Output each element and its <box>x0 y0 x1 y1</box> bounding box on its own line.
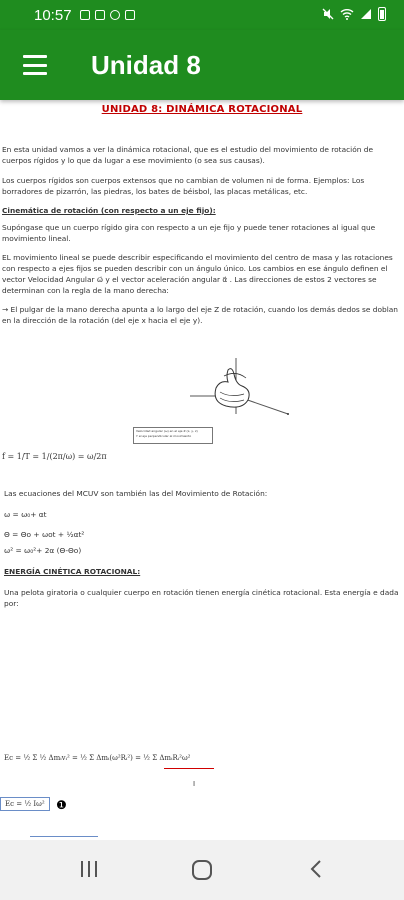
menu-icon[interactable] <box>23 55 47 75</box>
equation-2: Θ = Θo + ωot + ½αt² <box>4 530 85 539</box>
figure-edge <box>30 836 98 837</box>
app-title: Unidad 8 <box>91 49 201 80</box>
energy-heading: ENERGÍA CINÉTICA ROTACIONAL: <box>4 567 141 576</box>
signal-icon <box>360 8 372 20</box>
frequency-formula: f = 1/T = 1/(2π/ω) = ω/2π <box>2 452 107 461</box>
circle-number: ❶ <box>56 798 67 812</box>
wifi-icon <box>340 8 354 20</box>
energy-formula: Ec = ½ Σ ½ Δmᵢvᵢ² = ½ Σ Δmᵢ(ω²Rᵢ²) = ½ Σ ΔmᵢRᵢ²ω² <box>4 754 191 762</box>
status-notification-icons <box>80 10 135 20</box>
status-time: 10:57 <box>34 6 72 24</box>
home-button[interactable] <box>190 858 214 882</box>
mail-icon <box>95 10 105 20</box>
energy-final-formula: Ec = ½ Iω² <box>0 797 50 811</box>
mcuv-intro: Las ecuaciones del MCUV son también las del Movimiento de Rotación: <box>4 489 268 498</box>
energy-underline <box>164 768 214 769</box>
right-hand-rule-paragraph: → El pulgar de la mano derecha apunta a lo largo del eje Z de rotación, cuando los demás dedos se doblan en la dirección de la rotación (del eje x hacia el eje y). <box>2 305 398 325</box>
navigation-bar <box>0 840 404 900</box>
whatsapp-icon <box>110 10 120 20</box>
linear-motion-paragraph: EL movimiento lineal se puede describir especificando el movimiento del centro de masa y las rotaciones con respecto a ejes fijos se pueden describir con un ángulo único. Los cambios en ese ángulo definen el vector Velocidad Angular ω⃗ y el vector aceleración angular α⃗ . Las direcciones de estos 2 vectores se determinan con la regla de la mano derecha: <box>2 253 393 295</box>
intro-paragraph: En esta unidad vamos a ver la dinámica rotacional, que es el estudio del movimiento de rotación de cuerpos rígidos y lo que da lugar a ese movimiento (o sea sus causas). <box>2 145 374 165</box>
mute-icon <box>322 8 334 20</box>
app-bar <box>0 30 404 100</box>
kinematics-paragraph: Supóngase que un cuerpo rígido gira con respecto a un eje fijo y puede tener rotaciones al igual que movimiento lineal. <box>2 223 376 243</box>
app-icon <box>125 10 135 20</box>
doc-title: UNIDAD 8: DINÁMICA ROTACIONAL <box>101 104 303 115</box>
back-button[interactable] <box>306 858 326 880</box>
right-hand-rule-figure <box>180 358 292 418</box>
equation-3: ω² = ω₀²+ 2α (Θ-Θo) <box>4 546 82 555</box>
battery-icon <box>378 7 386 21</box>
kinematics-heading: Cinemática de rotación (con respecto a un eje fijo): <box>2 206 216 215</box>
arrow-marker: I <box>193 780 196 788</box>
recent-apps-button[interactable] <box>78 858 100 880</box>
energy-paragraph: Una pelota giratoria o cualquier cuerpo en rotación tienen energía cinética rotacional. Esta energía e dada por: <box>4 588 399 608</box>
rigid-bodies-paragraph: Los cuerpos rígidos son cuerpos extensos que no cambian de volumen ni de forma. Ejemplos: Los borradores de pizarrón, las piedras, los bates de béisbol, las placas metálicas, etc. <box>2 176 365 196</box>
status-bar <box>0 0 404 30</box>
figure-caption: Velocidad angular (ω) en el eje Z (x, y, z) Y el eje perpendicular al movimiento <box>133 427 213 444</box>
document-view[interactable] <box>0 100 404 840</box>
equation-1: ω = ω₀+ αt <box>4 510 47 519</box>
image-icon <box>80 10 90 20</box>
status-system-icons <box>322 7 386 21</box>
